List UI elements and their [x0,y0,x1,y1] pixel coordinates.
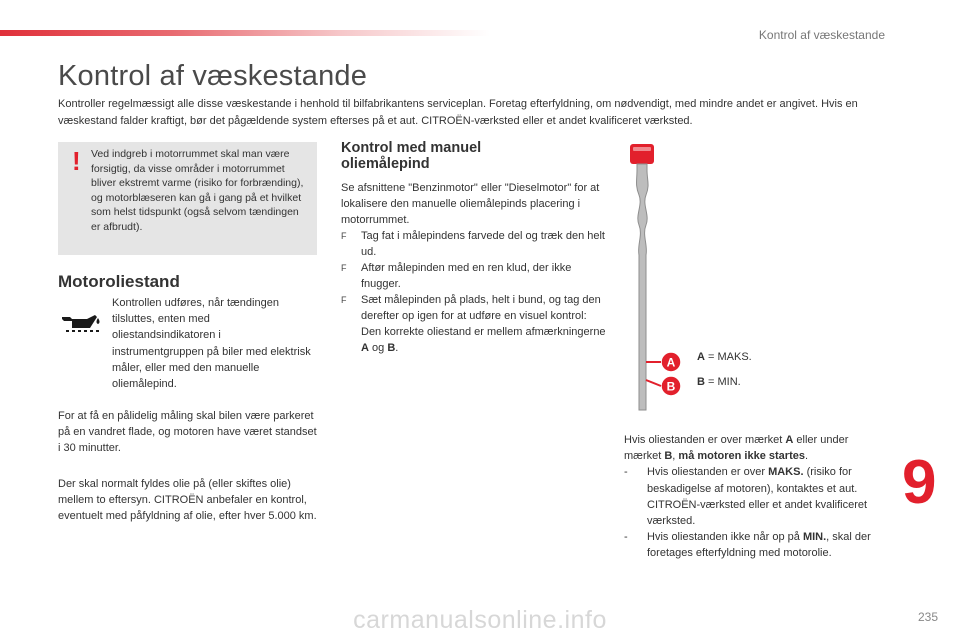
legend-max [697,351,752,363]
legend-min [697,376,741,388]
text-span: Hvis oliestanden er over mærket [624,434,786,446]
header-accent-bar [0,30,490,36]
step-text: Aftør målepinden med en ren klud, der ikke fnugger. [361,262,572,290]
watermark: carmanualsonline.info [353,606,607,634]
dash-bullet: - [624,531,628,544]
text-span: , skal der foretages efterfyldning med motorolie. [647,531,871,560]
step-text-end: . [395,342,399,354]
marker-a-label: A [666,355,676,370]
step-list [341,228,606,356]
marker-b-label: B [666,379,676,394]
instruction-paragraph [624,432,886,464]
step-text-og: og [368,342,388,354]
chapter-number: 9 [902,448,937,517]
page-number: 235 [917,610,938,624]
bullet-icon: F [341,231,347,241]
text-span: . [804,450,809,463]
warning-text: Ved indgreb i motorrummet skal man være forsigtig, da visse områder i motorrummet bliver ekstremt varme (risiko for forbrænding), og motorblæseren kan gå i gang på et hvilket som helst tidspunkt (også selvom tændingen er afbrudt). [91,148,304,233]
text-span: (risiko for beskadigelse af motoren), kontaktes et aut. CITROËN-værksted eller et andet kvalificeret værksted. [647,466,868,528]
running-header: Kontrol af væskestande [758,28,885,42]
do-not-start-warning: må motoren ikke startes [678,450,805,463]
section-title-motoroliestand: Motoroliestand [58,272,180,291]
mark-a-ref: A [785,434,794,446]
oil-level-instructions [624,432,886,562]
dash-bullet: - [624,466,628,479]
warning-box [58,142,317,255]
legend-a-text: = MAKS. [704,351,752,363]
text-span: Hvis oliestanden er over [647,466,769,479]
instruction-list [624,464,886,561]
dipstick-rod [637,164,649,410]
step-text: Sæt målepinden på plads, helt i bund, og tag den derefter op igen for at udføre en visuel kontrol: Den korrekte oliestand er mellem afmærkningerne [361,294,606,338]
page-title: Kontrol af væskestande [58,60,368,92]
list-item [341,228,606,260]
step-text: Tag fat i målepindens farvede del og træk den helt ud. [361,230,605,258]
text-span: , [672,450,679,463]
manual-intro: Se afsnittene "Benzinmotor" eller "Dieselmotor" for at lokalisere den manuelle oliemålepinds placering i motorrummet. [341,182,600,226]
bullet-icon: F [341,295,347,305]
intro-paragraph: Kontroller regelmæssigt alle disse væskestande i henhold til bilfabrikantens serviceplan. Foretag efterfyldning, om nødvendigt, med mindre andet er angivet. Hvis en væskestand falder kraftigt, bør det pågældende system efterses på et aut. CITROËN-værksted eller et andet kvalificeret værksted. [58,98,858,127]
min-label: MIN. [802,531,827,544]
legend-b-letter: B [697,376,705,388]
list-item [624,464,886,529]
paragraph-parking: For at få en pålidelig måling skal bilen være parkeret på en vandret flade, og motoren have været standset i 30 minutter. [58,410,317,455]
legend-b-text: = MIN. [704,376,741,388]
paragraph-refill: Der skal normalt fyldes olie på (eller skiftes olie) mellem to eftersyn. CITROËN anbefaler en kontrol, eventuelt med påfyldning af olie, efter hver 5.000 km. [58,478,317,523]
section-title-manual-dipstick: Kontrol med manuel oliemålepind [341,140,482,172]
bullet-icon: F [341,263,347,273]
legend-a-letter: A [697,351,705,363]
list-item [341,260,606,292]
text-span: eller under mærket [624,434,849,463]
oil-icon-description: Kontrollen udføres, når tændingen tilsluttes, enten med oliestandsindikatoren i instrumentgruppen på biler med elektrisk måler, eller med den manuelle oliemålepind. [112,297,311,391]
dipstick-illustration [620,140,700,415]
oil-level-icon [60,311,102,333]
text-span: Hvis oliestanden ikke når op på [647,531,803,544]
mark-a-ref: A [361,342,369,354]
warning-icon: ! [72,146,81,176]
list-item [341,292,606,356]
mark-b-ref: B [387,342,396,354]
mark-b-ref: B [664,450,673,463]
list-item [624,529,886,561]
max-label: MAKS. [768,466,804,479]
